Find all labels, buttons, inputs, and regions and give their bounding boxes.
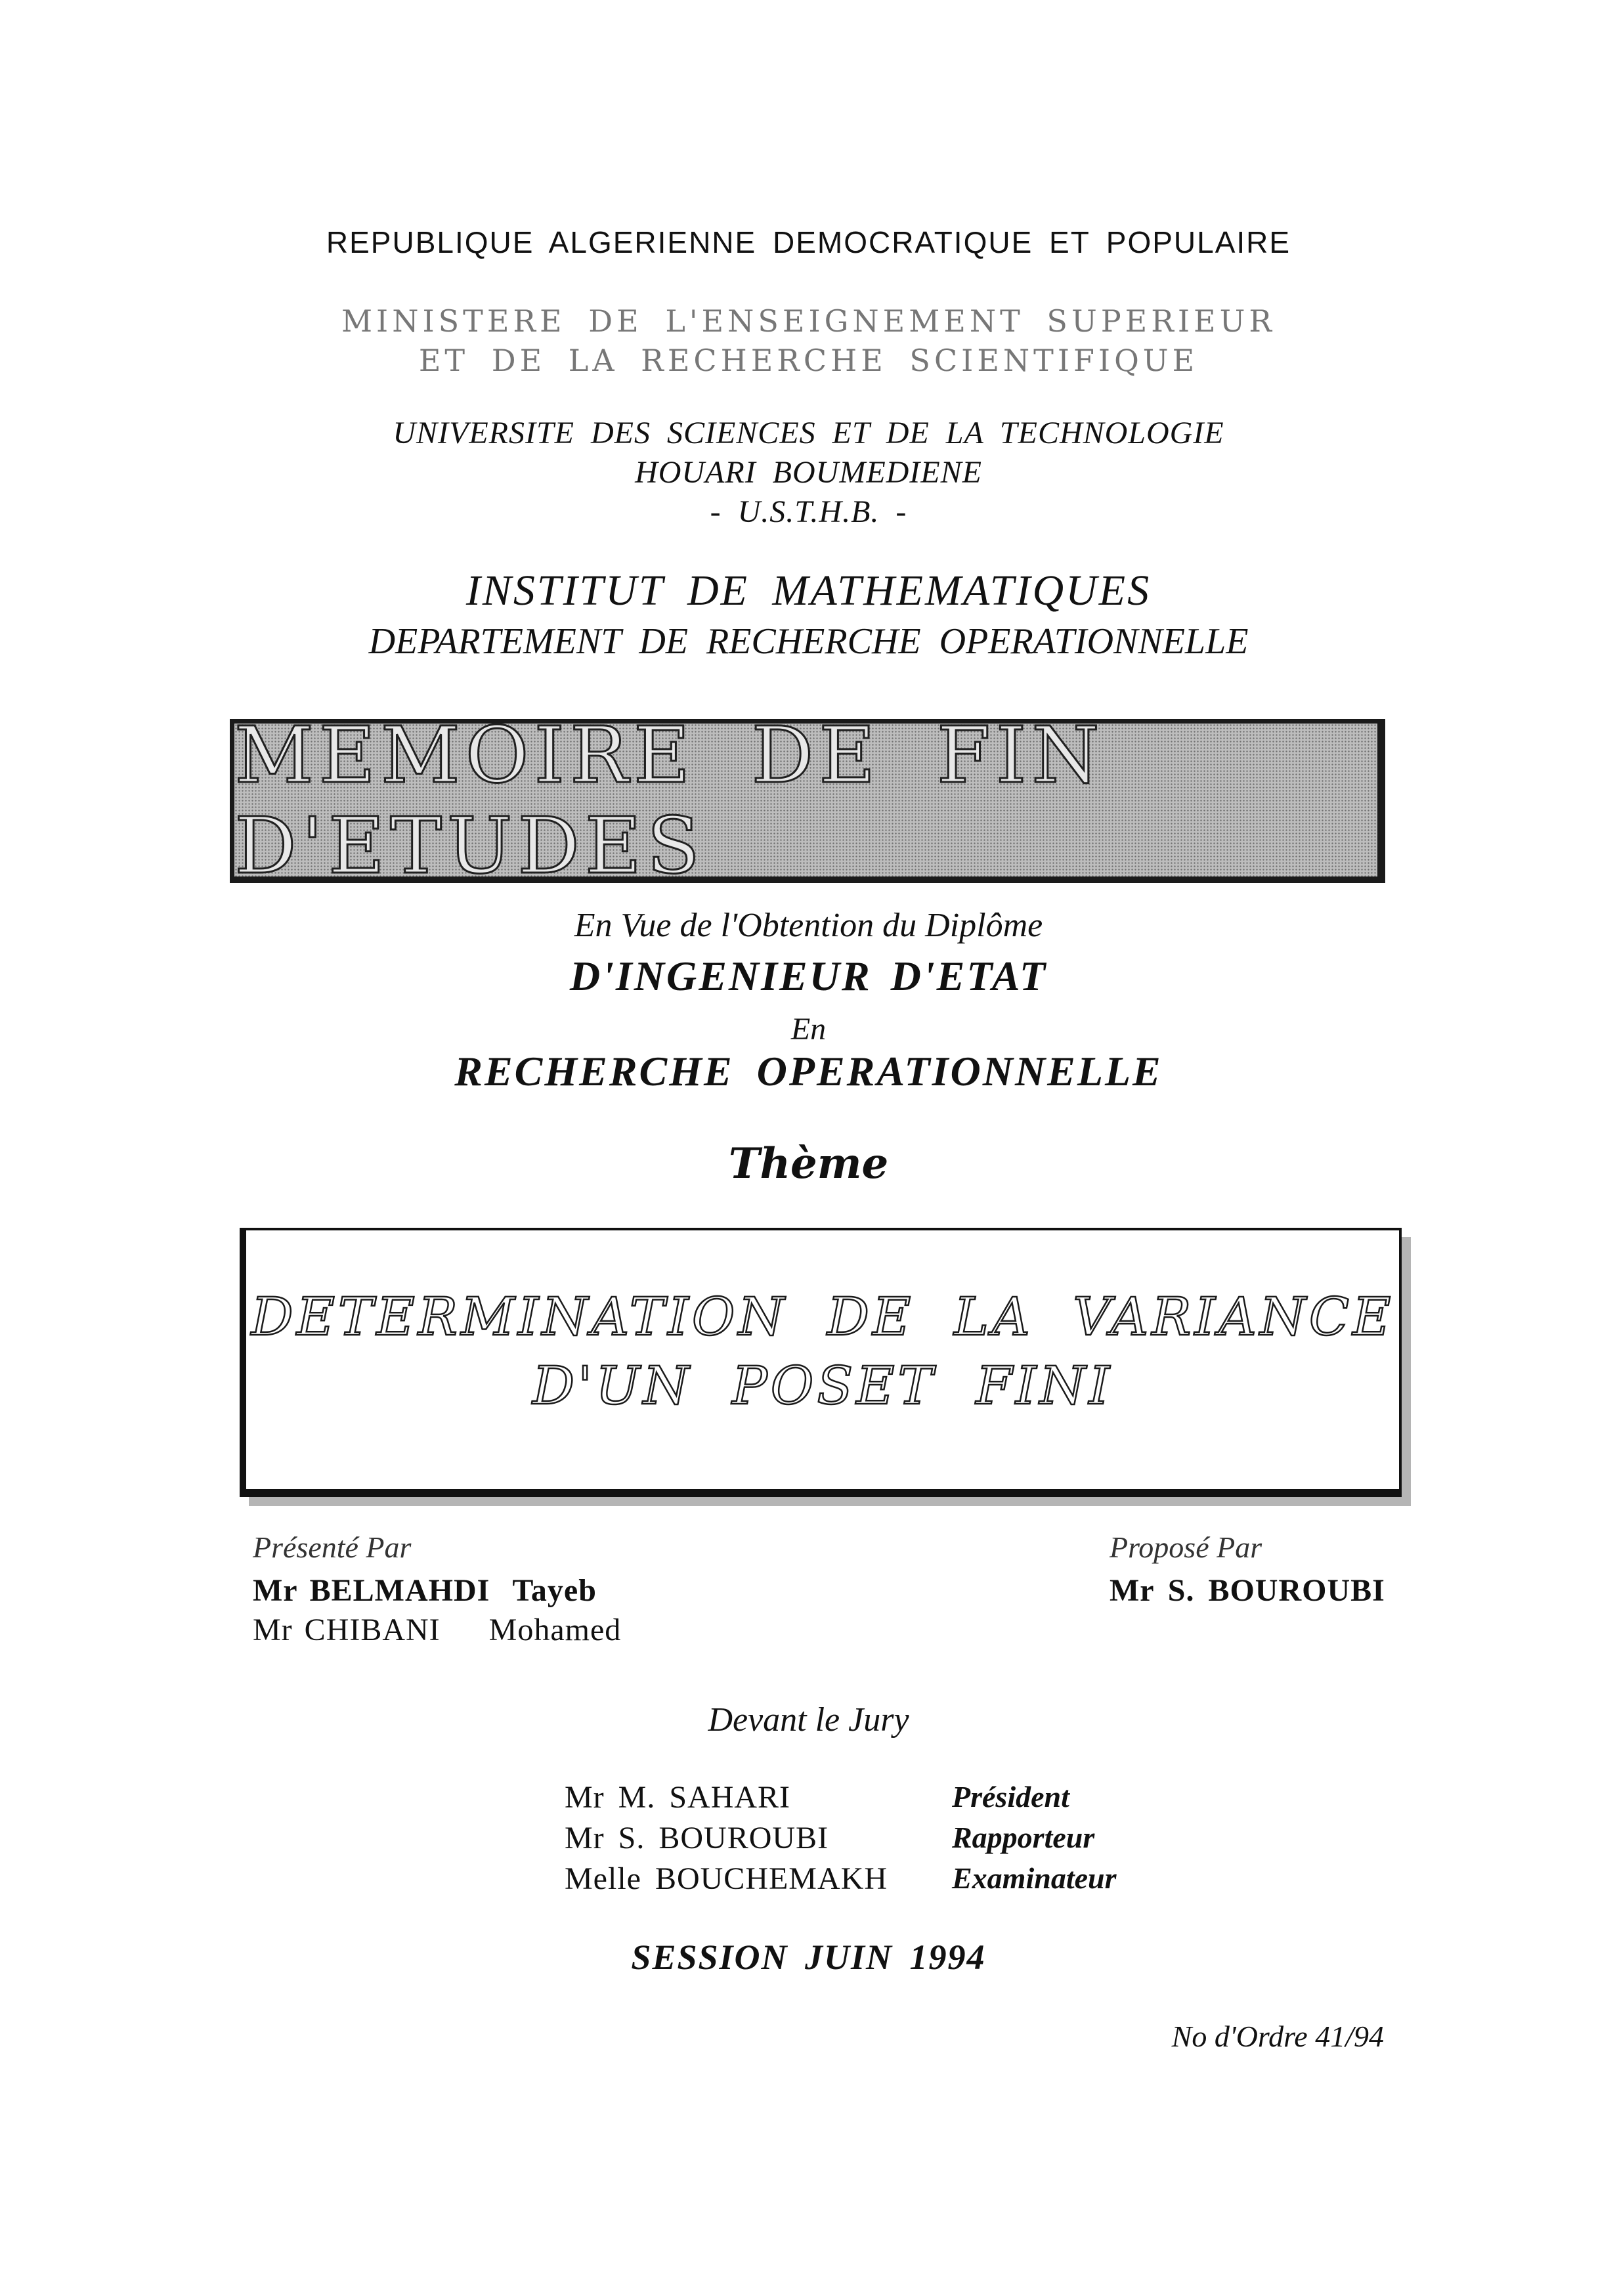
jury-member-role: Président (952, 1780, 1069, 1813)
author-row (253, 1612, 621, 1648)
jury-member-name: Mr M. SAHARI (565, 1780, 791, 1815)
theme-label: Thème (728, 1139, 889, 1188)
diploma-connector: En (790, 1012, 827, 1047)
theme-title-line-2: D'UN POSET FINI (532, 1355, 1113, 1416)
jury-label: Devant le Jury (708, 1701, 909, 1739)
memoire-banner-text: MEMOIRE DE FIN D'ETUDES (234, 709, 1105, 891)
jury-member-role: Rapporteur (952, 1821, 1095, 1854)
diploma-intro: En Vue de l'Obtention du Diplôme (574, 907, 1043, 944)
order-number: No d'Ordre 41/94 (1171, 2020, 1384, 2053)
author-first-name: Tayeb (512, 1573, 597, 1608)
author-row (253, 1572, 597, 1609)
department-heading: DEPARTEMENT DE RECHERCHE OPERATIONNELLE (368, 621, 1249, 662)
proposed-by-label: Proposé Par (1110, 1530, 1262, 1564)
jury-member-name: Mr S. BOUROUBI (565, 1821, 829, 1855)
diploma-field: RECHERCHE OPERATIONNELLE (454, 1048, 1163, 1094)
ministry-line-1: MINISTERE DE L'ENSEIGNEMENT SUPERIEUR (341, 303, 1276, 339)
jury-member-name: Melle BOUCHEMAKH (565, 1861, 888, 1896)
theme-title-line-1: DETERMINATION DE LA VARIANCE (251, 1286, 1394, 1347)
university-line-2: HOUARI BOUMEDIENE (635, 455, 982, 490)
author-first-name: Mohamed (488, 1613, 622, 1647)
author-last-name: BELMAHDI (309, 1573, 490, 1608)
author-title: Mr (253, 1573, 298, 1608)
presented-by-label: Présenté Par (253, 1530, 412, 1564)
author-title: Mr (253, 1613, 293, 1647)
institute-heading: INSTITUT DE MATHEMATIQUES (465, 567, 1152, 615)
ministry-line-2: ET DE LA RECHERCHE SCIENTIFIQUE (418, 343, 1199, 378)
republic-heading: REPUBLIQUE ALGERIENNE DEMOCRATIQUE ET POPULAIRE (326, 225, 1291, 259)
author-last-name: CHIBANI (304, 1613, 441, 1647)
theme-title-box (240, 1228, 1402, 1497)
university-line-1: UNIVERSITE DES SCIENCES ET DE LA TECHNOLOGIE (393, 416, 1224, 450)
jury-member-role: Examinateur (952, 1861, 1117, 1895)
diploma-title: D'INGENIEUR D'ETAT (569, 953, 1048, 999)
session-date: SESSION JUIN 1994 (631, 1938, 986, 1977)
university-line-3: - U.S.T.H.B. - (710, 494, 907, 529)
proposer-name: Mr S. BOUROUBI (1110, 1573, 1385, 1608)
memoire-banner (230, 709, 1385, 891)
